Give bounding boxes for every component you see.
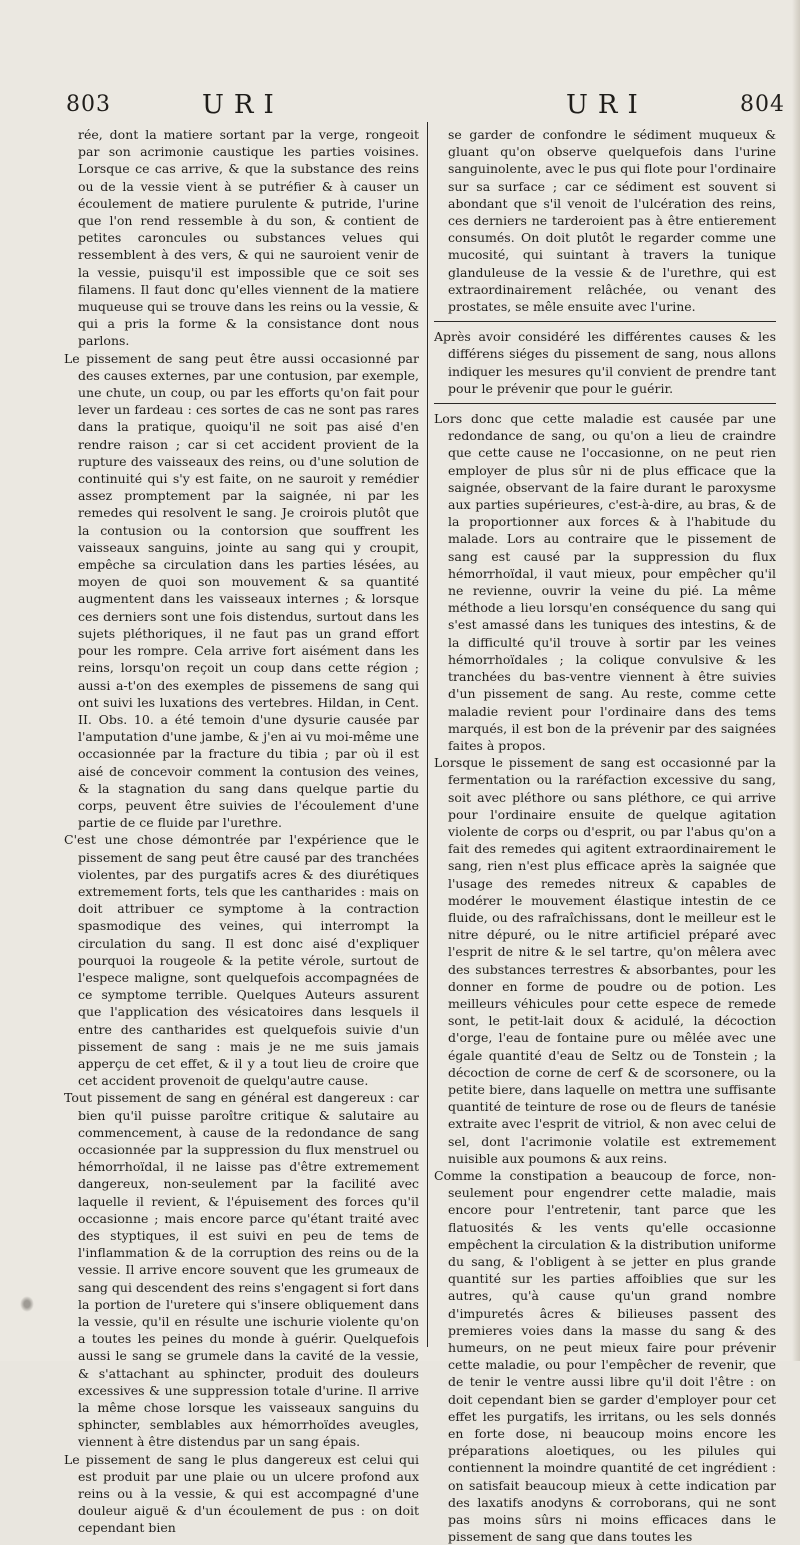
right-column — [434, 126, 776, 1545]
paragraph: Tout pissement de sang en général est dangereux : car bien qu'il puisse paroître critique & salutaire au commencement, à cause de la redondance de sang occasionnée par la suppression du flux menstruel ou hémorrhoïdal, il ne laisse pas d'être extremement dangereux, non-seulement par la facilité avec laquelle il revient, & l'épuisement des forces qu'il occasionne ; mais encore parce qu'étant traité avec des styptiques, il est suivi en peu de tems de l'inflammation & de la corruption des reins ou de la vessie. Il arrive encore souvent que les grumeaux de sang qui descendent des reins s'engagent si fort dans la portion de l'uretere qui s'insere obliquement dans la vessie, qu'il en résulte une ischurie violente qu'on a toutes les peines du monde à guérir. Quelquefois aussi le sang se grumele dans la cavité de la vessie, & s'attachant au sphincter, produit des douleurs excessives & une suppression totale d'urine. Il arrive la même chose lorsque les vaisseaux sanguins du sphincter, semblables aux hémorrhoïdes aveugles, viennent à être distendus par un sang épais. — [64, 1090, 419, 1450]
paragraph: Le pissement de sang peut être aussi occasionné par des causes externes, par une contusion, par exemple, une chute, un coup, ou par les efforts qu'on fait pour lever un fardeau : ces sortes de cas ne sont pas rares dans la pratique, quoiqu'il ne soit pas aisé d'en rendre raison ; car si cet accident provient de la rupture des vaisseaux des reins, ou d'une solution de continuité qui s'y est faite, on ne sauroit y remédier assez promptement par la saignée, ni par les remedes qui resolvent le sang. Je croirois plutôt que la contusion ou la contorsion que souffrent les vaisseaux sanguins, jointe au sang qui y croupit, empêche sa circulation dans les parties lésées, au moyen de quoi son mouvement & sa quantité augmentent dans les vaisseaux internes ; & lorsque ces derniers sont une fois distendus, surtout dans les sujets pléthoriques, il ne faut pas un grand effort pour les rompre. Cela arrive fort aisément dans les reins, lorsqu'on reçoit un coup dans cette région ; aussi a-t'on des exemples de pissemens de sang qui ont suivi les luxations des vertebres. Hildan, in Cent. II. Obs. 10. a été temoin d'une dysurie causée par l'amputation d'une jambe, & j'en ai vu moi-même une occasionnée par la fracture du tibia ; par où il est aisé de concevoir comment la contusion des veines, & la stagnation du sang dans quelque partie du corps, peuvent être suivies de l'écoulement d'une partie de ce fluide par l'urethre. — [64, 350, 419, 831]
ink-smudge — [20, 1296, 34, 1312]
paragraph: Lors donc que cette maladie est causée par une redondance de sang, ou qu'on a lieu de craindre que cette cause ne l'occasionne, on ne peut rien employer de plus sûr ni de plus efficace que la saignée, observant de la faire durant le paroxysme aux parties supérieures, c'est-à-dire, au bras, & de la proportionner aux forces & à l'habitude du malade. Lors au contraire que le pissement de sang est causé par la suppression du flux hémorrhoïdal, il vaut mieux, pour empêcher qu'il ne revienne, ouvrir la veine du pié. La même méthode a lieu lorsqu'en conséquence du sang qui s'est amassé dans les tuniques des intestins, & de la difficulté qu'il trouve à sortir par les veines hémorrhoïdales ; la colique convulsive & les tranchées du bas-ventre viennent à être suivies d'un pissement de sang. Au reste, comme cette maladie revient pour l'ordinaire dans des tems marqués, il est bon de la prévenir par des saignées faites à propos. — [434, 411, 776, 753]
page-number-left: 803 — [66, 92, 111, 117]
running-head-left: URI — [202, 90, 284, 120]
paragraph: se garder de confondre le sédiment muqueux & gluant qu'on observe quelquefois dans l'urine sanguinolente, avec le pus qui flote pour l'ordinaire sur sa surface ; car ce sédiment est souvent si abondant que s'il venoit de l'ulcération des reins, ces derniers ne tarderoient pas à être entierement consumés. On doit plutôt le regarder comme une mucosité, qui suintant à travers la tunique glanduleuse de la vessie & de l'urethre, qui est extraordinairement relâchée, ou venant des prostates, se mêle ensuite avec l'urine. — [448, 127, 776, 315]
page-edge-shadow — [792, 0, 800, 1361]
section-rule — [434, 321, 776, 322]
running-head-right: URI — [566, 90, 648, 120]
paragraph: Comme la constipation a beaucoup de force, non-seulement pour engendrer cette maladie, mais encore pour l'entretenir, tant parce que les flatuosités & les vents qu'elle occasionne empêchent la circulation & la distribution uniforme du sang, & l'obligent à se jetter en plus grande quantité sur les parties affoiblies que sur les autres, qu'à cause qu'un grand nombre d'impuretés âcres & bilieuses passent des premieres voies dans la masse du sang & des humeurs, on ne peut mieux faire pour prévenir cette maladie, ou pour l'empêcher de revenir, que de tenir le ventre aussi libre qu'il doit l'être : on doit cependant bien se garder d'employer pour cet effet les purgatifs, les irritans, ou les sels donnés en forte dose, ni beaucoup moins encore les préparations aloetiques, ou les pilules qui contiennent la moindre quantité de cet ingrédient : on satisfait beaucoup mieux à cette indication par des laxatifs anodyns & corroborans, qui ne sont pas moins sûrs ni moins efficaces dans le pissement de sang que dans toutes les — [434, 1167, 776, 1545]
left-column — [64, 126, 419, 1537]
paragraph: rée, dont la matiere sortant par la verge, rongeoit par son acrimonie caustique les parties voisines. Lorsque ce cas arrive, & que la substance des reins ou de la vessie vient à se putréfier & à causer un écoulement de matiere purulente & putride, l'urine que l'on rend ressemble à du son, & contient de petites caroncules ou substances velues qui ressemblent à des vers, & qui ne sauroient venir de la vessie, puisqu'il est impossible que ce soit ses filamens. Il faut donc qu'elles viennent de la matiere muqueuse qui se trouve dans les reins ou la vessie, & qui a pris la forme & la consistance dont nous parlons. — [78, 127, 419, 349]
column-divider — [427, 122, 428, 1347]
paragraph: Lorsque le pissement de sang est occasionné par la fermentation ou la raréfaction excessive du sang, soit avec pléthore ou sans pléthore, ce qui arrive pour l'ordinaire ensuite de quelque agitation violente de corps ou d'esprit, ou par l'abus qu'on a fait des remedes qui agitent extraordinairement le sang, rien n'est plus efficace après la saignée que l'usage des remedes nitreux & capables de modérer le mouvement élastique intestin de ce fluide, ou des rafraîchissans, dont le meilleur est le nitre dépuré, ou le nitre artificiel préparé avec l'esprit de nitre & le sel tartre, qu'on mêlera avec des substances terrestres & absorbantes, pour les donner en forme de poudre ou de potion. Les meilleurs véhicules pour cette espece de remede sont, le petit-lait doux & acidulé, la décoction d'orge, l'eau de fontaine pure ou mêlée avec une égale quantité d'eau de Seltz ou de Tonstein ; la décoction de corne de cerf & de scorsonere, ou la petite biere, dans laquelle on mettra une suffisante quantité de teinture de rose ou de fleurs de tanésie extraite avec l'esprit de vitriol, & non avec celui de sel, dont l'acrimonie volatile est extremement nuisible aux poumons & aux reins. — [434, 755, 776, 1166]
page-number-right: 804 — [740, 92, 785, 117]
section-rule — [434, 403, 776, 404]
paragraph: C'est une chose démontrée par l'expérience que le pissement de sang peut être causé par des tranchées violentes, par des purgatifs acres & des diurétiques extremement forts, tels que les cantharides : mais on doit attribuer ce symptome à la contraction spasmodique des veines, qui interrompt la circulation du sang. Il est donc aisé d'expliquer pourquoi la rougeole & la petite vérole, surtout de l'espece maligne, sont quelquefois accompagnées de ce symptome terrible. Quelques Auteurs assurent que l'application des vésicatoires dans lesquels il entre des cantharides est quelquefois suivie d'un pissement de sang : mais je ne me suis jamais apperçu de cet effet, & il y a tout lieu de croire que cet accident provenoit de quelqu'autre cause. — [64, 832, 419, 1089]
paragraph: Après avoir considéré les différentes causes & les différens siéges du pissement de sang, nous allons indiquer les mesures qu'il convient de prendre tant pour le prévenir que pour le guérir. — [434, 329, 776, 396]
paragraph: Le pissement de sang le plus dangereux est celui qui est produit par une plaie ou un ulcere profond aux reins ou à la vessie, & qui est accompagné d'une douleur aiguë & d'un écoulement de pus : on doit cependant bien — [64, 1451, 419, 1536]
